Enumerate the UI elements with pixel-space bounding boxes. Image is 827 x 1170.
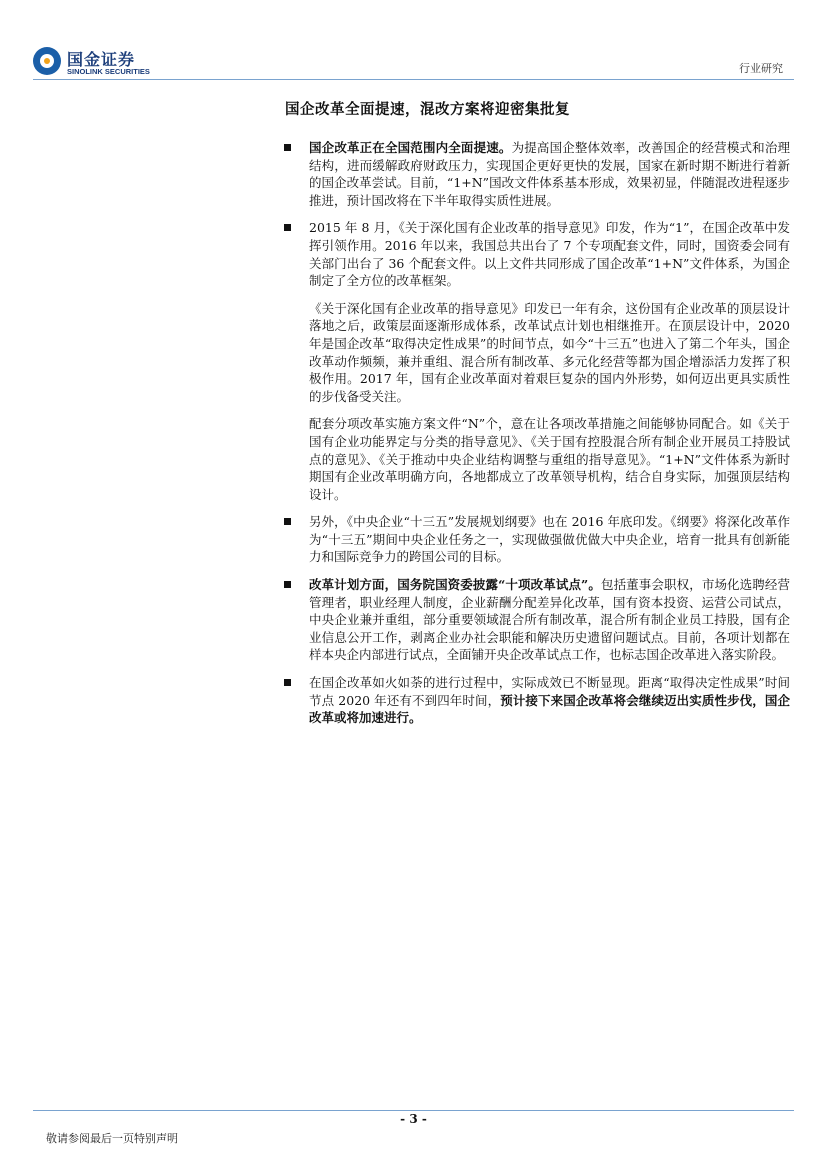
page-header <box>0 0 827 80</box>
bullet-4-lead: 改革计划方面，国务院国资委披露“十项改革试点”。 <box>309 577 601 593</box>
bullet-1-text: 为提高国企整体效率，改善国企的经营模式和治理结构，进而缓解政府财政压力，实现国企更好更快的发展，国家在新时期不断进行着新的国企改革尝试。目前，“1+N”国改文件体系基本形成，效果初显，伴随混改进程逐步推进，预计国改将在下半年取得实质性进展。 <box>309 140 790 208</box>
bullet-4-text: 包括董事会职权，市场化选聘经营管理者，职业经理人制度，企业薪酬分配差异化改革，国有资本投资、运营公司试点，中央企业兼并重组，部分重要领域混合所有制改革，混合所有制企业员工持股，国有企业信息公开工作，剥离企业办社会职能和解决历史遗留问题试点。目前，各项计划都在样本央企内部进行试点，全面铺开央企改革试点工作，也标志国企改革进入落实阶段。 <box>309 577 790 663</box>
company-logo <box>33 45 173 79</box>
footer-divider <box>33 1110 794 1111</box>
logo-chinese-name: 国金证券 <box>67 50 136 69</box>
bullet-3-text: 另外，《中央企业“十三五”发展规划纲要》也在 2016 年底印发。《纲要》将深化改革作为“十三五”期间中央企业任务之一，实现做强做优做大中央企业，培育一批具有创新能力和国际竞争力的跨国公司的目标。 <box>309 514 790 565</box>
bullet-5-text: 在国企改革如火如荼的进行过程中，实际成效已不断显现。距离“取得决定性成果”时间节点 2020 年还有不到四年时间， <box>309 675 790 708</box>
body-paragraph-2: 配套分项改革实施方案文件“N”个，意在让各项改革措施之间能够协同配合。如《关于国有企业功能界定与分类的指导意见》、《关于国有控股混合所有制企业开展员工持股试点的意见》、《关于推动中央企业结构调整与重组的指导意见》。“1+N”文件体系为新时期国有企业改革明确方向，各地都成立了改革领导机构，结合自身实际，加强顶层结构设计。 <box>309 416 790 502</box>
report-type-label: 行业研究 <box>739 62 783 75</box>
header-divider <box>33 79 794 80</box>
bullet-paragraph-1 <box>283 139 790 209</box>
bullet-paragraph-3 <box>283 513 790 566</box>
main-content <box>283 98 790 737</box>
bullet-5-conclusion: 预计接下来国企改革将会继续迈出实质性步伐，国企改革或将加速进行。 <box>309 692 790 726</box>
footer-disclaimer: 敬请参阅最后一页特别声明 <box>46 1132 178 1145</box>
section-title: 国企改革全面提速，混改方案将迎密集批复 <box>285 101 570 118</box>
bullet-paragraph-4 <box>283 576 790 664</box>
bullet-2-text: 2015 年 8 月，《关于深化国有企业改革的指导意见》印发，作为“1”，在国企改革中发挥引领作用。2016 年以来，我国总共出台了 7 个专项配套文件，同时，国资委会同有关部门出台了 36 个配套文件。以上文件共同形成了国企改革“1+N”文件体系，为国企制定了全方位的改革框架。 <box>309 220 790 289</box>
logo-mark-icon <box>33 47 61 75</box>
page-number: - 3 - <box>400 1112 427 1126</box>
bullet-paragraph-2 <box>283 219 790 289</box>
logo-english-name: SINOLINK SECURITIES <box>67 67 150 76</box>
bullet-paragraph-5 <box>283 674 790 727</box>
bullet-1-lead: 国企改革正在全国范围内全面提速。 <box>309 140 512 155</box>
body-paragraph-1: 《关于深化国有企业改革的指导意见》印发已一年有余，这份国有企业改革的顶层设计落地之后，政策层面逐渐形成体系，改革试点计划也相继推开。在顶层设计中，2020 年是国企改革“取得决定性成果”的时间节点，如今“十三五”也进入了第二个年头，国企改革动作频频，兼并重组、混合所有制改革、多元化经营等都为国企增添活力发挥了积极作用。2017 年，国有企业改革面对着艰巨复杂的国内外形势，如何迈出更具实质性的步伐备受关注。 <box>309 300 790 404</box>
